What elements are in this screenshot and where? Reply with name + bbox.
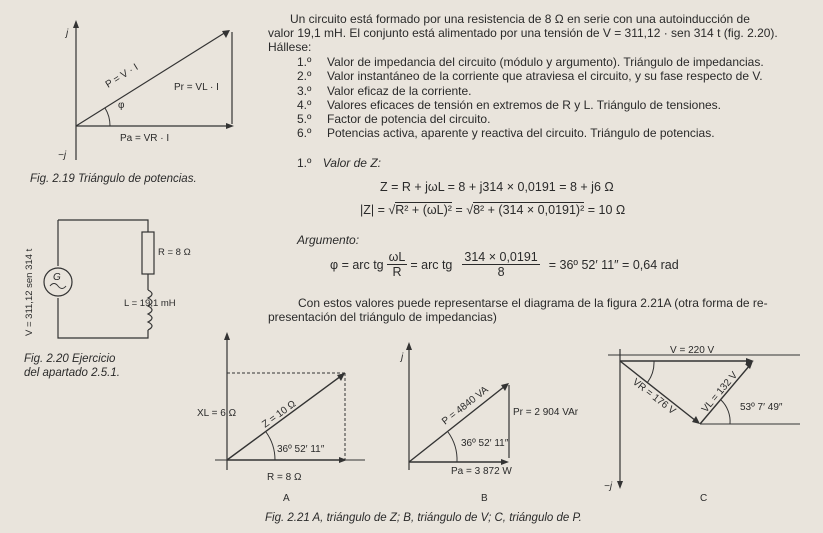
root-2: 8² + (314 × 0,0191)² (473, 203, 585, 217)
caption-fig-2-20 (24, 352, 120, 380)
arrow-head-icon (501, 459, 509, 465)
r-label: R = 8 Ω (267, 472, 302, 483)
inductor (148, 290, 152, 330)
fraction-1 (387, 250, 408, 279)
p-label: P = V · I (103, 62, 141, 91)
argumento-label: Argumento: (297, 233, 360, 247)
pa-label: Pa = 3 872 W (451, 466, 512, 477)
angle-arc (721, 400, 730, 424)
task-list (297, 55, 797, 141)
intro-line-2: valor 19,1 mH. El conjunto está alimentado por una tensión de V = 311,12 · sen 314 t (fig. 2.20). (268, 26, 778, 40)
l-label: L = 19,1 mH (124, 298, 176, 309)
v-label: V = 220 V (670, 345, 715, 356)
xl-label: XL = 6 Ω (197, 408, 237, 419)
fraction-numerator: ωL (388, 250, 406, 264)
arrow-head-icon (339, 457, 347, 463)
phi-mid: = arc tg (410, 257, 453, 272)
vl-label: VL = 132 V (699, 370, 741, 415)
angle-label: 36º 52′ 11″ (461, 438, 509, 449)
list-item (297, 55, 797, 69)
list-item (297, 112, 797, 126)
task-number: 5.º (297, 112, 312, 127)
panel-label: C (700, 493, 708, 504)
angle-arc (448, 432, 457, 462)
list-item (297, 98, 797, 112)
intro-line-3: Hállese: (268, 40, 312, 54)
angle-label: 53º 7′ 49″ (740, 402, 783, 413)
task-text: Factor de potencia del circuito. (327, 112, 491, 127)
task-text: Valor de impedancia del circuito (módulo y argumento). Triángulo de impedancias. (327, 55, 764, 69)
sqrt-sign: √ (388, 203, 396, 217)
fraction-numerator: 314 × 0,0191 (464, 250, 538, 264)
diagram-line-1: Con estos valores puede representarse el diagrama de la figura 2.21A (otra forma de re- (298, 296, 768, 310)
figure-2-21-c (600, 335, 815, 505)
wire-top (58, 220, 148, 232)
list-item (297, 69, 797, 83)
angle-arc (647, 361, 654, 383)
task-text: Potencias activa, aparente y reactiva del circuito. Triángulo de potencias. (327, 126, 715, 141)
minus-j-label: −j (58, 150, 67, 161)
angle-label: 36º 52′ 11″ (277, 444, 325, 455)
caption-fig-2-21: Fig. 2.21 A, triángulo de Z; B, triángulo de V; C, triángulo de P. (265, 512, 582, 524)
list-item (297, 126, 797, 140)
sine-wave-icon (50, 284, 66, 289)
task-text: Valor eficaz de la corriente. (327, 83, 472, 98)
r-label: R = 8 Ω (158, 247, 191, 258)
equation-phi (330, 250, 679, 279)
p-vector (76, 32, 226, 126)
minus-j-label: −j (604, 481, 613, 492)
arrow-head-icon (224, 332, 230, 340)
caption-fig-2-19: Fig. 2.19 Triángulo de potencias. (30, 173, 197, 185)
modulus-lhs: |Z| = (360, 203, 385, 217)
task-number: 6.º (297, 126, 312, 141)
panel-label: B (481, 493, 488, 504)
j-label: j (401, 352, 404, 363)
pa-label: Pa = VR · I (120, 133, 170, 144)
voltage-label: V = 311,12 sen 314 t (24, 248, 35, 336)
p-label: P = 4840 VA (440, 384, 491, 428)
task-number: 1.º (297, 55, 312, 69)
section-1-heading (297, 156, 381, 170)
figure-2-20 (18, 210, 198, 350)
arrow-head-icon (73, 20, 79, 28)
generator-label: G (53, 272, 61, 283)
angle-arc (105, 108, 110, 126)
section-title: Valor de Z: (322, 156, 381, 170)
sqrt-sign: √ (466, 203, 474, 217)
pr-label: Pr = 2 904 VAr (513, 407, 579, 418)
arrow-head-icon (692, 416, 700, 424)
vr-vector (620, 361, 696, 421)
equation-z: Z = R + jωL = 8 + j314 × 0,0191 = 8 + j6 Ω (380, 180, 614, 194)
caption-line: del apartado 2.5.1. (24, 367, 120, 379)
root-1: R² + (ωL)² (395, 203, 452, 217)
resistor (142, 232, 154, 274)
diagram-paragraph (268, 296, 813, 324)
pr-label: Pr = VL · I (174, 82, 219, 93)
modulus-rhs: = 10 Ω (587, 203, 626, 217)
fraction-2 (462, 250, 539, 279)
arrow-head-icon (226, 123, 234, 129)
diagram-line-2: presentación del triángulo de impedancias) (268, 310, 497, 324)
task-text: Valor instantáneo de la corriente que atraviesa el circuito, y su fase respecto de V. (327, 69, 763, 84)
z-label: Z = 10 Ω (260, 398, 299, 431)
panel-label: A (283, 493, 290, 504)
fraction-denominator: 8 (497, 265, 505, 279)
figure-2-21-a (195, 330, 375, 505)
task-number: 3.º (297, 83, 312, 98)
figure-2-19 (30, 18, 260, 168)
arrow-head-icon (406, 342, 412, 350)
arrow-head-icon (501, 383, 509, 391)
vr-label: VR = 176 V (630, 376, 678, 418)
equation-modulus (360, 203, 625, 217)
task-number: 2.º (297, 69, 312, 84)
phi-rhs: = 36º 52′ 11″ = 0,64 rad (548, 257, 679, 272)
task-number: 4.º (297, 97, 312, 112)
modulus-eq-sign: = (455, 203, 463, 217)
list-item (297, 84, 797, 98)
section-number: 1.º (297, 156, 312, 170)
p-vector (409, 386, 505, 462)
arrow-head-icon (617, 481, 623, 489)
j-label: j (66, 28, 69, 39)
angle-arc (266, 432, 275, 460)
phi-lhs: φ = arc tg (330, 257, 384, 272)
figure-2-21-b (395, 330, 605, 505)
phi-label: φ (118, 100, 125, 111)
intro-paragraph (268, 12, 808, 54)
caption-line: Fig. 2.20 Ejercicio (24, 353, 116, 365)
intro-line-1: Un circuito está formado por una resistencia de 8 Ω en serie con una autoinducción de (290, 12, 750, 26)
fraction-denominator: R (392, 265, 402, 279)
task-text: Valores eficaces de tensión en extremos de R y L. Triángulo de tensiones. (327, 97, 722, 112)
arrow-head-icon (337, 373, 345, 381)
